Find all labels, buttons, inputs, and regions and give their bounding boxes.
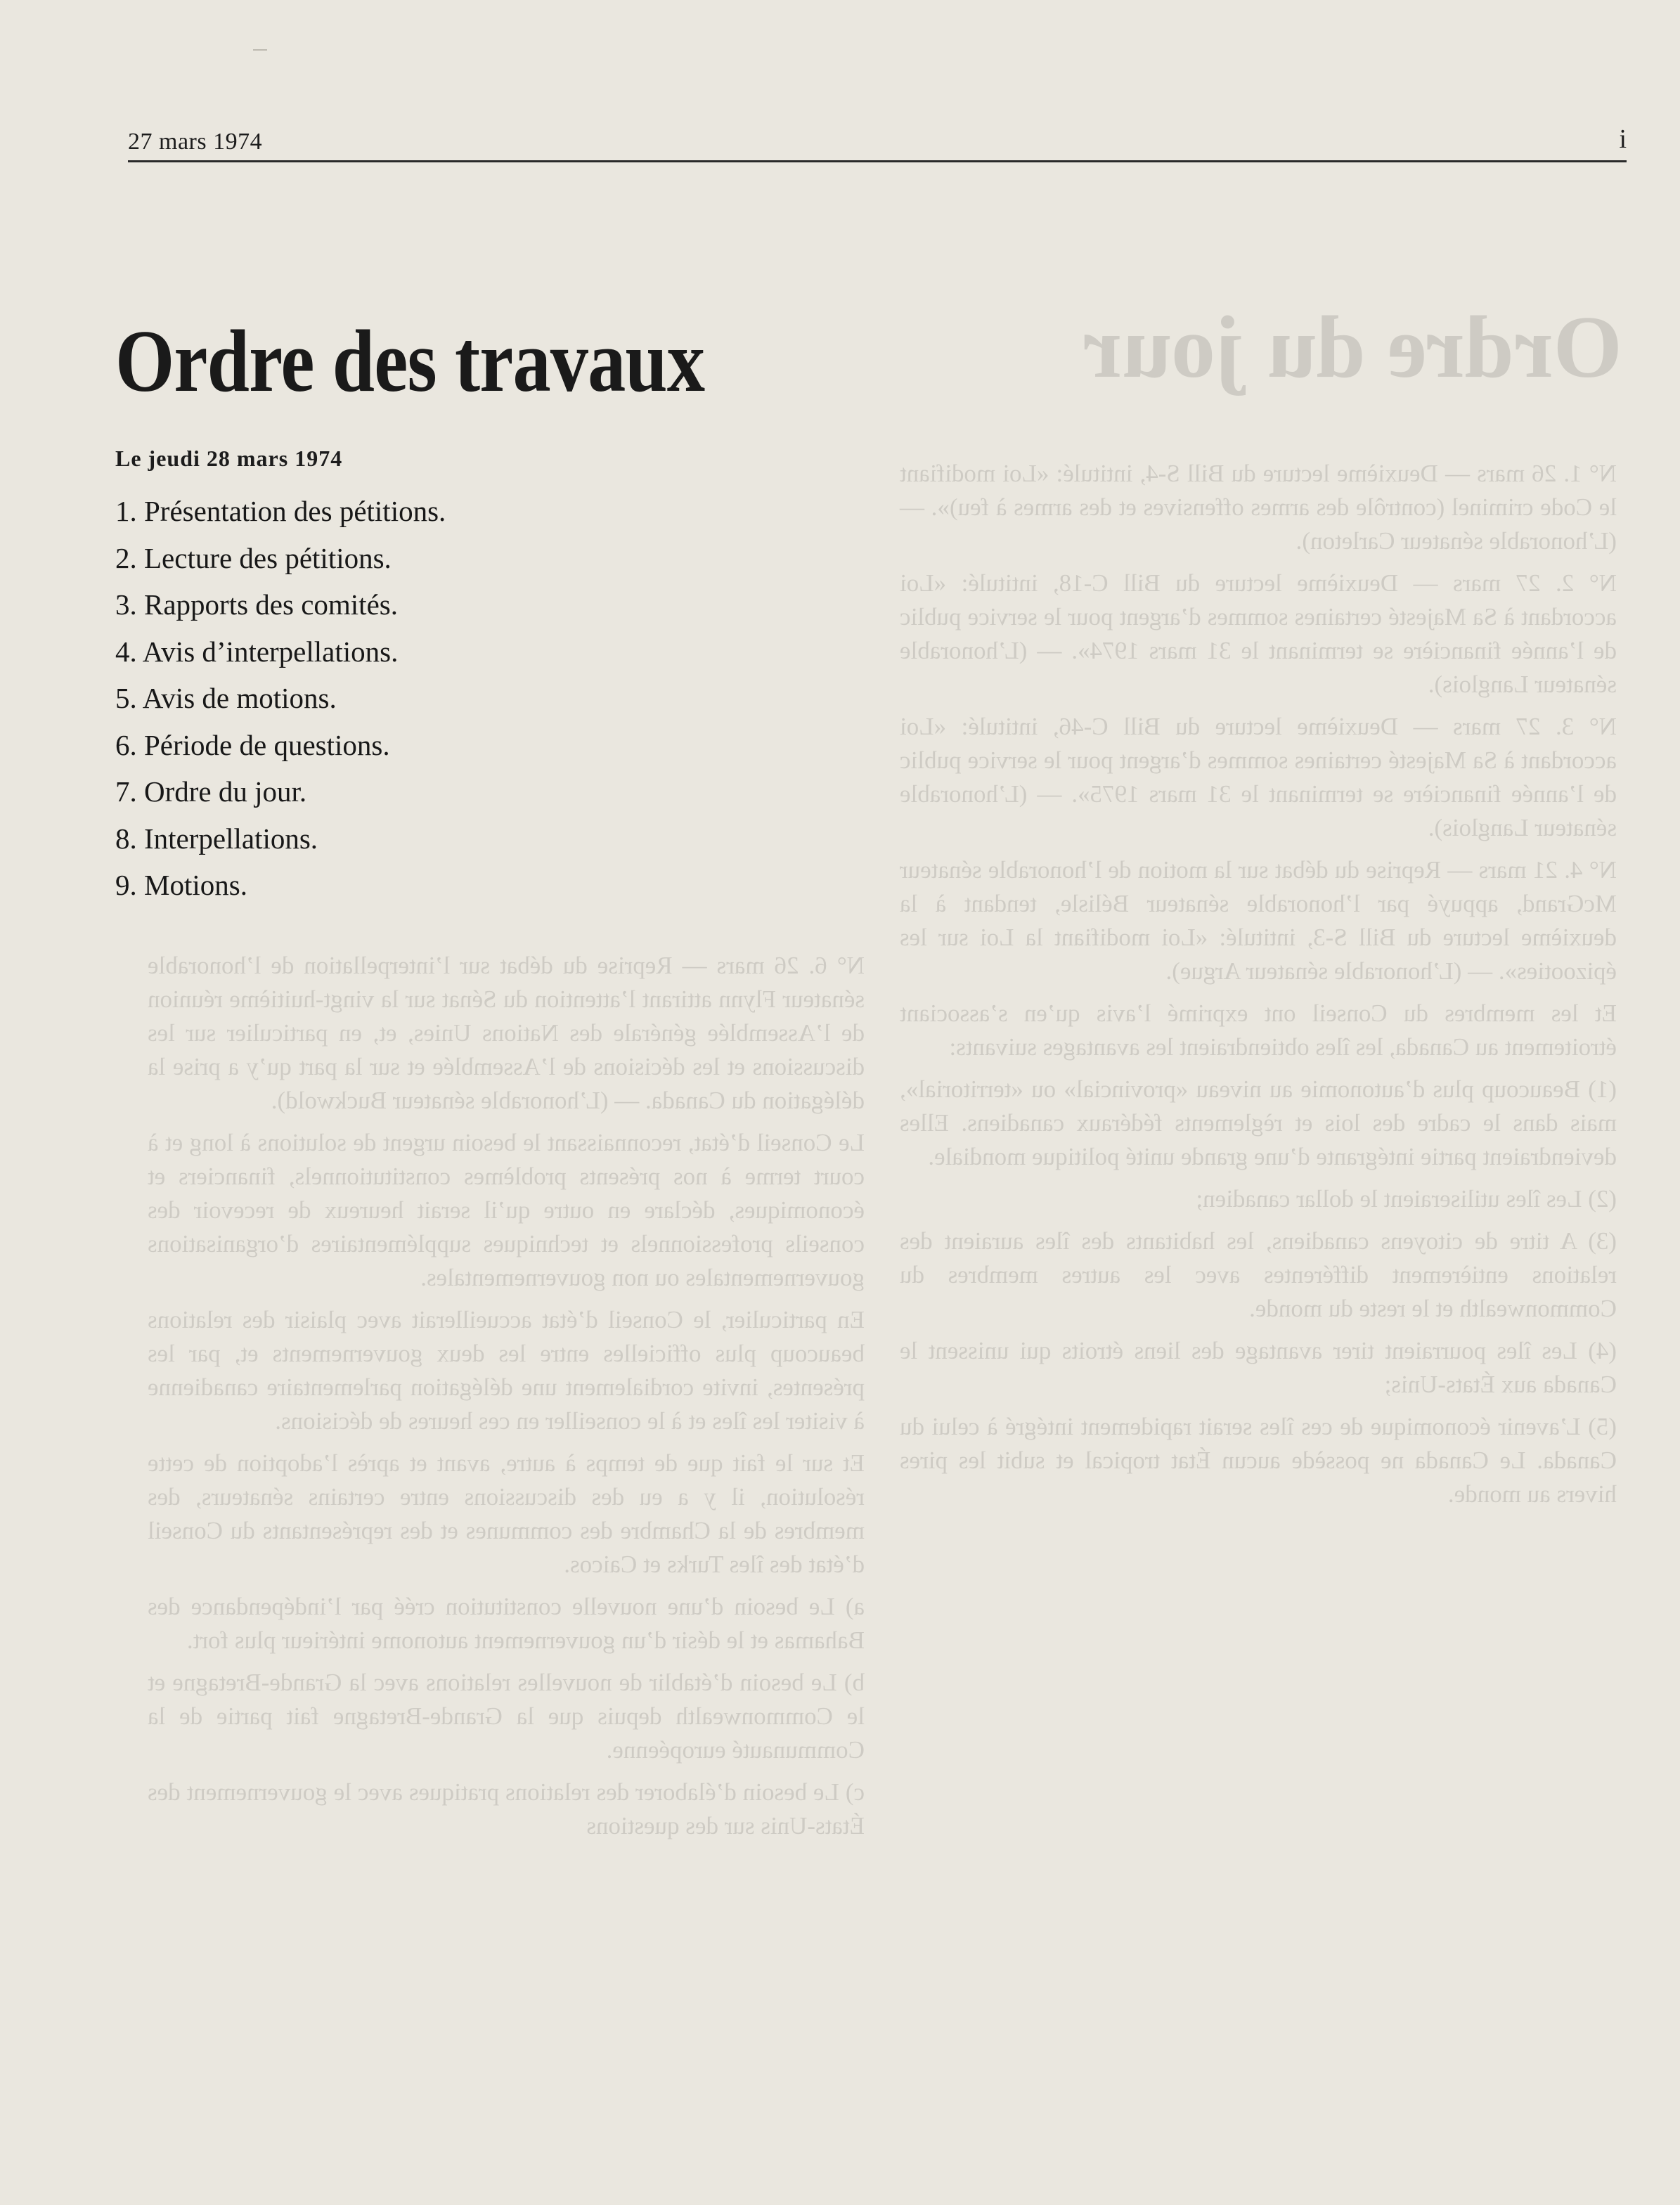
show-through-text-right: N° 1. 26 mars — Deuxième lecture du Bill S-4, intitulé: «Loi modifiant le Code criminel (contrôle des armes offensives et des armes à feu)». — (L’honorable sénateur Carleton). N° 2. 27 mars — Deuxième lecture du Bill C-18, intitulé: «Loi accordant à Sa Majesté certaines sommes d’argent pour le service public de l’année financière se terminant le 31 mars 1974». — (L’honorable sénateur Langlois). N° 3. 27 mars — Deuxième lecture du Bill C-46, intitulé: «Loi accordant à Sa Majesté certaines sommes d’argent pour le service public de l’année financière se terminant le 31 mars 1975». — (L’honorable sénateur Langlois). N° 4. 21 mars — Reprise du débat sur la motion de l’honorable sénateur McGrand, appuyé par l’honorable sénateur Bélisle, tendant à la deuxième lecture du Bill S-3, intitulé: «Loi modifiant la Loi sur les épizooties». — (L’honorable sénateur Argue). Et les membres du Conseil ont exprimé l’avis qu’en s’associant étroitement au Canada, les îles obtiendraient les avantages suivants: (1) Beaucoup plus d’autonomie au niveau «provincial» ou «territorial», mais dans le cadre des lois et règlements fédéraux canadiens. Elles deviendraient partie intégrante d’une grande unité politique mondiale. (2) Les îles utiliseraient le dollar canadien; (3) A titre de citoyens canadiens, les habitants des îles auraient des relations entièrement différentes avec les autres membres du Commonwealth et le reste du monde. (4) Les îles pourraient tirer avantage des liens étroits qui unissent le Canada aux États-Unis; (5) L’avenir économique de ces îles serait rapidement intégré à celui du Canada. Le Canada ne possède aucun État tropical et subit les pires hivers au monde.: [900, 460, 1617, 1508]
session-date: Le jeudi 28 mars 1974: [115, 446, 343, 471]
agenda-item: 7. Ordre du jour.: [115, 775, 307, 808]
show-through-text-left: N° 6. 26 mars — Reprise du débat sur l’interpellation de l’honorable sénateur Flynn attirant l’attention du Sénat sur la vingt-huitième réunion de l’Assemblée générale des Nations Unies, et, en particulier sur les discussions et les décisions de l’Assemblée et sur la part qu’y a prise la délégation du Canada. — (L’honorable sénateur Buckwold). Le Conseil d’état, reconnaissant le besoin urgent de solutions à long et à court terme à nos présents problèmes constitutionnels, financiers et économiques, déclare en outre qu’il serait heureux de recevoir des conseils professionnels et techniques supplémentaires d’organisations gouvernementales ou non gouvernementales. En particulier, le Conseil d’état accueillerait avec plaisir des relations beaucoup plus officielles entre les deux gouvernements et, par les présentes, invite cordialement une délégation parlementaire canadienne à visiter les îles et à le conseiller en ces heures de décisions. Et sur le fait que de temps à autre, avant et après l’adoption de cette résolution, il y a eu des discussions entre certains sénateurs, des membres de la Chambre des communes et des représentants du Conseil d’état des îles Turks et Caicos. a) Le besoin d’une nouvelle constitution créé par l’indépendance des Bahamas et le désir d’un gouvernement autonome intérieur plus fort. b) Le besoin d’établir de nouvelles relations avec la Grande-Bretagne et le Commonwealth depuis que la Grande-Bretagne fait partie de la Communauté européenne. c) Le besoin d’élaborer des relations pratiques avec le gouvernement des États-Unis sur des questions: [148, 952, 865, 1839]
show-through-title: Ordre du jour: [1083, 299, 1622, 396]
agenda-item: 8. Interpellations.: [115, 822, 318, 855]
agenda-list: [115, 488, 446, 909]
agenda-item: 5. Avis de motions.: [115, 682, 337, 714]
header-date: 27 mars 1974: [128, 129, 263, 155]
page-title: Ordre des travaux: [115, 313, 705, 410]
agenda-item: 2. Lecture des pétitions.: [115, 541, 392, 574]
header-divider: [128, 160, 1627, 162]
agenda-item: 9. Motions.: [115, 869, 247, 901]
agenda-item: 1. Présentation des pétitions.: [115, 495, 446, 527]
agenda-item: 3. Rapports des comités.: [115, 588, 398, 621]
page-number: i: [1619, 124, 1627, 154]
top-mark: [253, 49, 267, 51]
agenda-item: 4. Avis d’interpellations.: [115, 635, 399, 668]
agenda-item: 6. Période de questions.: [115, 728, 390, 761]
page-header: [128, 124, 1627, 162]
